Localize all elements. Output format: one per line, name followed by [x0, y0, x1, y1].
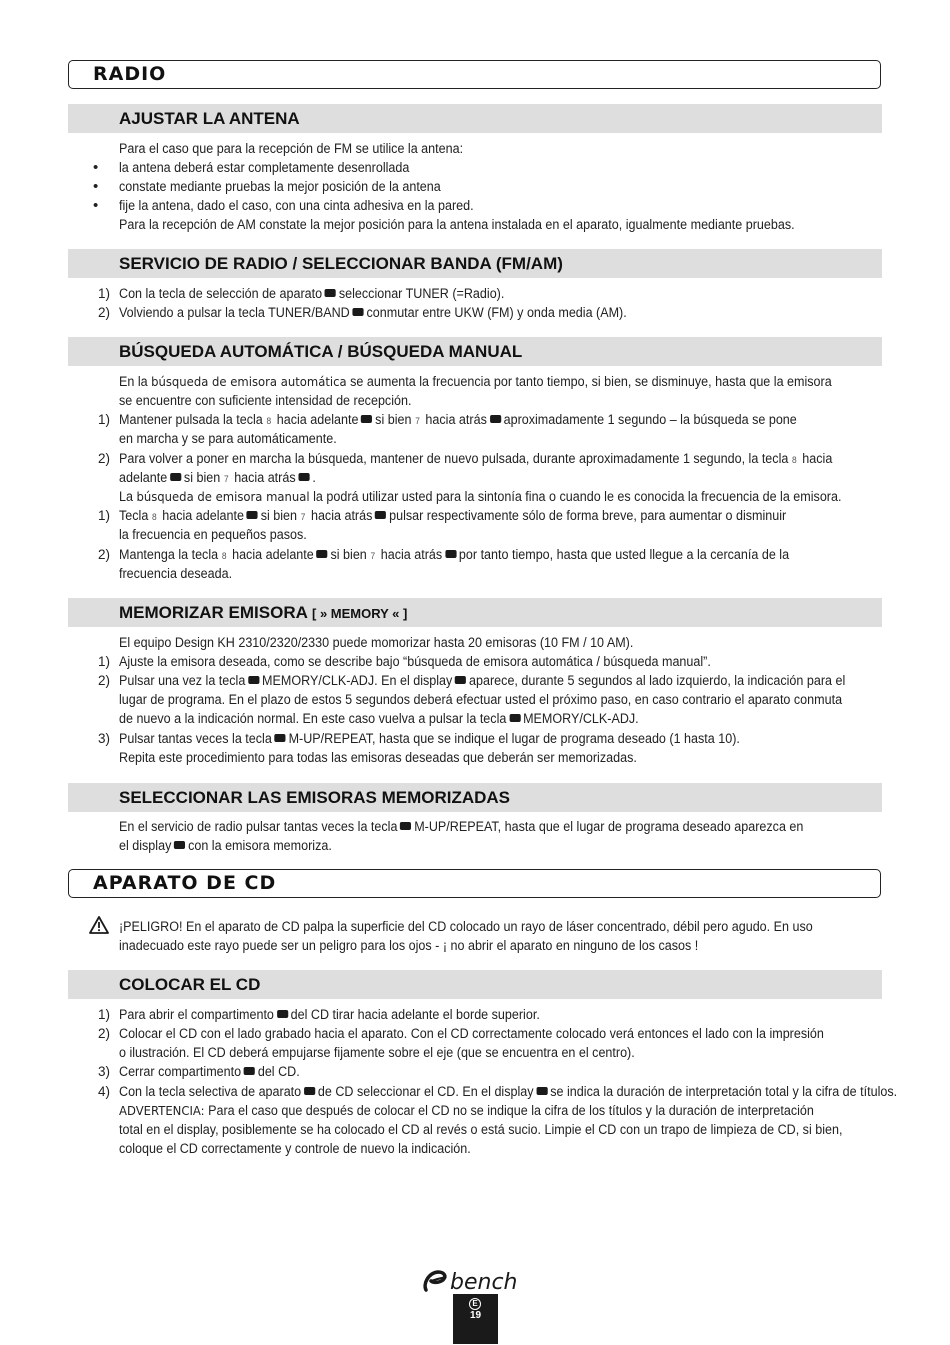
bullet: •	[93, 178, 99, 195]
list-item: la antena deberá estar completamente desenrollada	[119, 160, 410, 175]
list-item-cont: de nuevo a la indicación normal. En este caso vuelva a pulsar la tecla MEMORY/CLK-ADJ.	[119, 711, 639, 726]
list-item: Ajuste la emisora deseada, como se describe bajo “búsqueda de emisora automática / búsqueda manual”.	[119, 654, 711, 669]
key-icon	[317, 550, 328, 558]
subsection-title: COLOCAR EL CD	[119, 975, 261, 994]
key-icon	[275, 734, 286, 742]
paragraph-line: el display con la emisora memoriza.	[119, 838, 332, 853]
paragraph-line: En la búsqueda de emisora automática se aumenta la frecuencia por tanto tiempo, si bien, se disminuye, hasta que la emisora	[119, 374, 832, 389]
key-icon	[490, 415, 501, 423]
list-item-cont: o ilustración. El CD deberá empujarse fijamente sobre el eje (que se encuentra en el centro).	[119, 1045, 635, 1060]
list-item: Volviendo a pulsar la tecla TUNER/BAND conmutar entre UKW (FM) y onda media (AM).	[119, 305, 627, 320]
subsection-header-busqueda	[68, 337, 882, 366]
key-icon	[445, 550, 456, 558]
step-number: 3)	[98, 1064, 111, 1079]
key-icon	[353, 308, 364, 316]
list-item: Colocar el CD con el lado grabado hacia el aparato. Con el CD correctamente colocado verá entonces el lado con la impresión	[119, 1026, 824, 1041]
page-number: 19	[469, 1310, 482, 1321]
subsection-title-tag: [ » MEMORY « ]	[312, 606, 408, 621]
bench-logo	[422, 1268, 528, 1294]
subsection-title: AJUSTAR LA ANTENA	[119, 109, 300, 128]
list-item-cont: lugar de programa. En el plazo de estos 5 segundos deberá efectuar usted el próximo paso, en caso contrario el aparato conmuta	[119, 692, 843, 707]
paragraph-line: En el servicio de radio pulsar tantas veces la tecla M-UP/REPEAT, hasta que el lugar de programa deseado aparezca en	[119, 819, 804, 834]
paragraph-line: se encuentre con suficiente intensidad de recepción.	[119, 393, 412, 408]
subsection-header-colocar	[68, 970, 882, 999]
step-number: 1)	[98, 1007, 111, 1022]
step-number: 2)	[98, 547, 111, 562]
list-item-cont: total en el display, posiblemente se ha colocado el CD al revés o está sucio. Limpie el CD con un trapo de limpieza de CD, si bien,	[119, 1122, 843, 1137]
list-item: Para abrir el compartimento del CD tirar hacia adelante el borde superior.	[119, 1007, 540, 1022]
subsection-header-seleccionar	[68, 783, 882, 812]
section-title: APARATO DE CD	[93, 872, 277, 894]
list-item: Tecla 8 hacia adelante si bien 7 hacia atrás pulsar respectivamente sólo de forma breve, para aumentar o disminuir	[119, 508, 787, 523]
key-icon	[277, 1010, 288, 1018]
subsection-title: SELECCIONAR LAS EMISORAS MEMORIZADAS	[119, 788, 511, 807]
bullet: •	[93, 159, 99, 176]
list-item-cont: frecuencia deseada.	[119, 566, 233, 581]
subsection-header-antena	[68, 104, 882, 133]
list-item: Pulsar una vez la tecla MEMORY/CLK-ADJ. En el display aparece, durante 5 segundos al lado izquierdo, la indicación para el	[119, 673, 846, 688]
list-item-cont: coloque el CD correctamente y controle de nuevo la indicación.	[119, 1141, 471, 1156]
step-number: 2)	[98, 1026, 111, 1041]
key-icon	[248, 676, 259, 684]
list-item: Pulsar tantas veces la tecla M-UP/REPEAT, hasta que se indique el lugar de programa deseado (1 hasta 10).	[119, 731, 740, 746]
key-icon	[170, 473, 181, 481]
step-number: 4)	[98, 1084, 111, 1099]
language-badge: E	[469, 1298, 481, 1310]
list-item-cont: ADVERTENCIA: Para el caso que después de colocar el CD no se indique la cifra de los títulos y la duración de interpretación	[119, 1103, 814, 1118]
warning-icon	[89, 916, 109, 934]
key-icon	[509, 714, 520, 722]
advertencia-label: ADVERTENCIA:	[119, 1103, 205, 1118]
key-icon	[375, 511, 386, 519]
step-number: 2)	[98, 305, 111, 320]
paragraph-line: La búsqueda de emisora manual la podrá utilizar usted para la sintonía fina o cuando le es conocida la frecuencia de la emisora.	[119, 489, 842, 504]
key-icon	[244, 1067, 255, 1075]
step-number: 2)	[98, 673, 111, 688]
warning-text: inadecuado este rayo puede ser un peligro para los ojos - ¡ no abrir el aparato en ninguno de los casos !	[119, 938, 699, 953]
list-item: Para volver a poner en marcha la búsqueda, mantener de nuevo pulsada, durante aproximadamente 1 segundo, la tecla 8 hacia	[119, 451, 833, 466]
subsection-title: SERVICIO DE RADIO / SELECCIONAR BANDA (FM/AM)	[119, 254, 563, 273]
key-icon	[174, 841, 185, 849]
step-number: 3)	[98, 731, 111, 746]
key-icon	[361, 415, 372, 423]
list-item: Con la tecla de selección de aparato seleccionar TUNER (=Radio).	[119, 286, 505, 301]
list-item: Mantenga la tecla 8 hacia adelante si bien 7 hacia atrás por tanto tiempo, hasta que usted llegue a la cercanía de la	[119, 547, 790, 562]
step-number: 1)	[98, 654, 111, 669]
list-item: Mantener pulsada la tecla 8 hacia adelante si bien 7 hacia atrás aproximadamente 1 segundo – la búsqueda se pone	[119, 412, 797, 427]
subsection-header-memorizar	[68, 598, 882, 627]
list-item: constate mediante pruebas la mejor posición de la antena	[119, 179, 441, 194]
subsection-header-servicio	[68, 249, 882, 278]
section-header-radio	[68, 60, 881, 89]
key-icon	[298, 473, 309, 481]
step-number: 2)	[98, 451, 111, 466]
key-icon	[455, 676, 466, 684]
section-title: RADIO	[93, 63, 167, 85]
section-header-cd	[68, 869, 881, 898]
key-icon	[536, 1087, 547, 1095]
step-number: 1)	[98, 508, 111, 523]
key-icon	[325, 289, 336, 297]
step-number: 1)	[98, 286, 111, 301]
list-item-cont: la frecuencia en pequeños pasos.	[119, 527, 307, 542]
list-item: Con la tecla selectiva de aparato de CD seleccionar el CD. En el display se indica la duración de interpretación total y la cifra de títulos.	[119, 1084, 898, 1099]
list-item-cont: adelante si bien 7 hacia atrás .	[119, 470, 316, 485]
list-item-cont: Repita este procedimiento para todas las emisoras deseadas que deberán ser memorizadas.	[119, 750, 637, 765]
list-item-cont: en marcha y se para automáticamente.	[119, 431, 337, 446]
key-icon	[247, 511, 258, 519]
step-number: 1)	[98, 412, 111, 427]
subsection-title: MEMORIZAR EMISORA	[119, 603, 308, 622]
key-icon	[304, 1087, 315, 1095]
list-item: fije la antena, dado el caso, con una cinta adhesiva en la pared.	[119, 198, 474, 213]
warning-text: ¡PELIGRO! En el aparato de CD palpa la superficie del CD colocado un rayo de láser concentrado, débil pero agudo. En uso	[119, 919, 813, 934]
bullet: •	[93, 197, 99, 214]
paragraph-line: Para la recepción de AM constate la mejor posición para la antena instalada en el aparato, igualmente mediante pruebas.	[119, 217, 795, 232]
key-icon	[400, 822, 411, 830]
svg-text:bench: bench	[450, 1270, 518, 1294]
subsection-title: BÚSQUEDA AUTOMÁTICA / BÚSQUEDA MANUAL	[119, 342, 523, 361]
list-item: Cerrar compartimento del CD.	[119, 1064, 300, 1079]
paragraph-line: El equipo Design KH 2310/2320/2330 puede momorizar hasta 20 emisoras (10 FM / 10 AM).	[119, 635, 634, 650]
page-tab	[453, 1294, 498, 1344]
paragraph-line: Para el caso que para la recepción de FM se utilice la antena:	[119, 141, 464, 156]
